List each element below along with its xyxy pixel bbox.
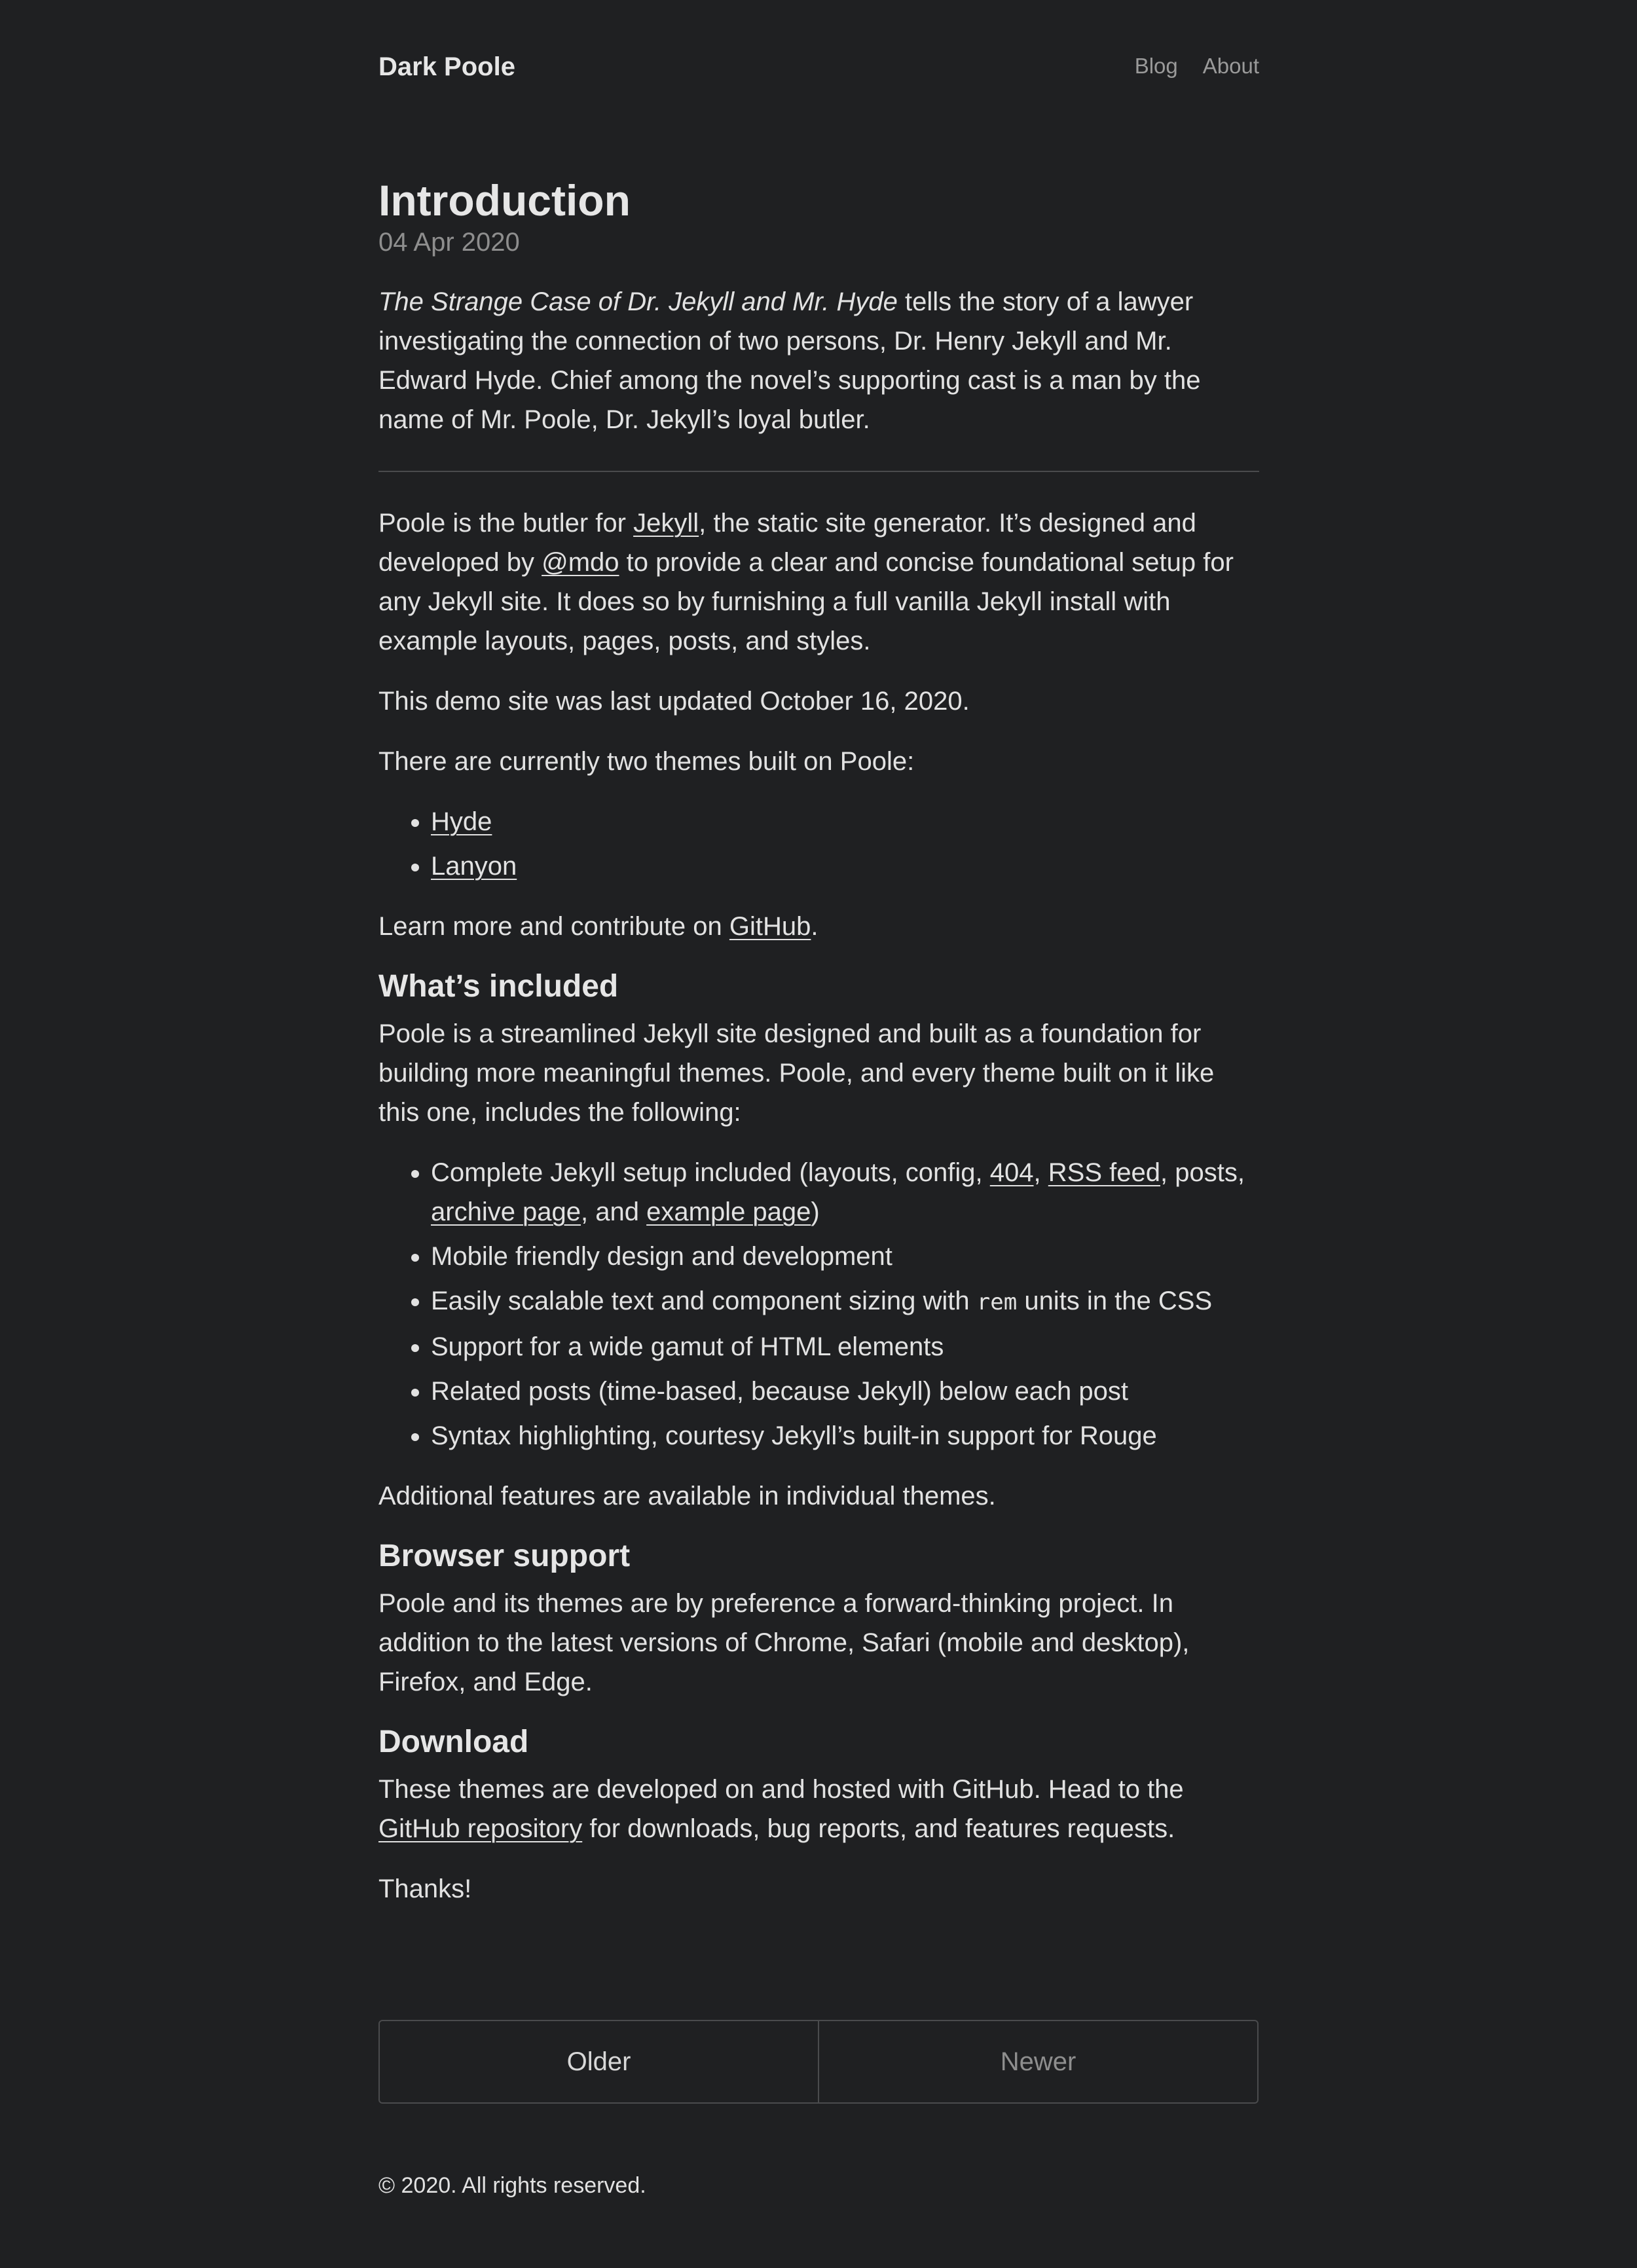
github-repository-link[interactable]: GitHub repository [378,1814,583,1843]
heading-browser-support: Browser support [378,1539,631,1573]
rem-code: rem [976,1289,1018,1315]
older-button[interactable]: Older [380,2021,819,2102]
thanks-paragraph: Thanks! [378,1875,472,1903]
divider [378,471,1259,472]
page [378,0,1259,2199]
list-item [431,802,1259,841]
list-item: • Easily scalable text and component sizing with rem units in the CSS [431,1281,1259,1322]
pagination [378,2020,1259,2104]
themes-list [378,802,1259,886]
heading-download: Download [378,1725,529,1759]
intro-paragraph: Poole is the butler for Jekyll, the static site generator. It’s designed and developed by @mdo to provide a clear and concise foundational setup for any Jekyll site. It does so by furnishing a full vanilla Jekyll install with example layouts, pages, posts, and styles. [378,509,1234,655]
themes-intro-paragraph: There are currently two themes built on Poole: [378,747,915,776]
list-item: • Syntax highlighting, courtesy Jekyll’s built-in support for Rouge [431,1416,1259,1455]
hyde-link[interactable]: Hyde [431,807,492,836]
additional-features-paragraph: Additional features are available in individual themes. [378,1482,996,1510]
list-item [431,847,1259,886]
site-nav [1135,54,1259,79]
archive-page-link[interactable]: archive page [431,1198,581,1226]
lanyon-link[interactable]: Lanyon [431,852,517,881]
github-paragraph: Learn more and contribute on GitHub. [378,912,819,941]
nav-about-link[interactable]: About [1202,54,1259,78]
included-intro-paragraph: Poole is a streamlined Jekyll site designed and built as a foundation for building more meaningful themes. Poole, and every theme built on it like this one, includes the following: [378,1019,1215,1127]
book-title: The Strange Case of Dr. Jekyll and Mr. Hyde [378,287,898,316]
mdo-link[interactable]: @mdo [542,548,619,577]
list-item: • Related posts (time-based, because Jekyll) below each post [431,1372,1259,1411]
masthead [378,0,1259,175]
example-page-link[interactable]: example page [646,1198,811,1226]
included-list [378,1153,1259,1455]
jekyll-link[interactable]: Jekyll [633,509,699,538]
heading-whats-included: What’s included [378,969,619,1004]
post-title: Introduction [378,176,631,225]
site-title-link[interactable]: Dark Poole [378,52,515,81]
list-item: • Support for a wide gamut of HTML elements [431,1327,1259,1366]
nav-blog-link[interactable]: Blog [1134,54,1178,78]
list-item: • Mobile friendly design and development [431,1237,1259,1276]
list-item: • Complete Jekyll setup included (layouts, config, 404, RSS feed, posts, archive page, and example page) [431,1153,1259,1232]
lead-paragraph: The Strange Case of Dr. Jekyll and Mr. Hyde tells the story of a lawyer investigating the connection of two persons, Dr. Henry Jekyll and Mr. Edward Hyde. Chief among the novel’s supporting cast is a man by the name of Mr. Poole, Dr. Jekyll’s loyal butler. [378,287,1201,434]
footer: © 2020. All rights reserved. [378,2173,646,2198]
post [378,175,1259,1909]
post-date: 04 Apr 2020 [378,228,520,257]
github-link[interactable]: GitHub [729,912,811,941]
download-paragraph: These themes are developed on and hosted with GitHub. Head to the GitHub repository for downloads, bug reports, and features requests. [378,1775,1184,1843]
404-link[interactable]: 404 [989,1158,1034,1187]
newer-button: Newer [1000,2047,1076,2076]
last-updated-paragraph: This demo site was last updated October 16, 2020. [378,687,970,716]
browser-support-paragraph: Poole and its themes are by preference a forward-thinking project. In addition to the latest versions of Chrome, Safari (mobile and desktop), Firefox, and Edge. [378,1589,1190,1696]
rss-feed-link[interactable]: RSS feed [1048,1158,1160,1187]
